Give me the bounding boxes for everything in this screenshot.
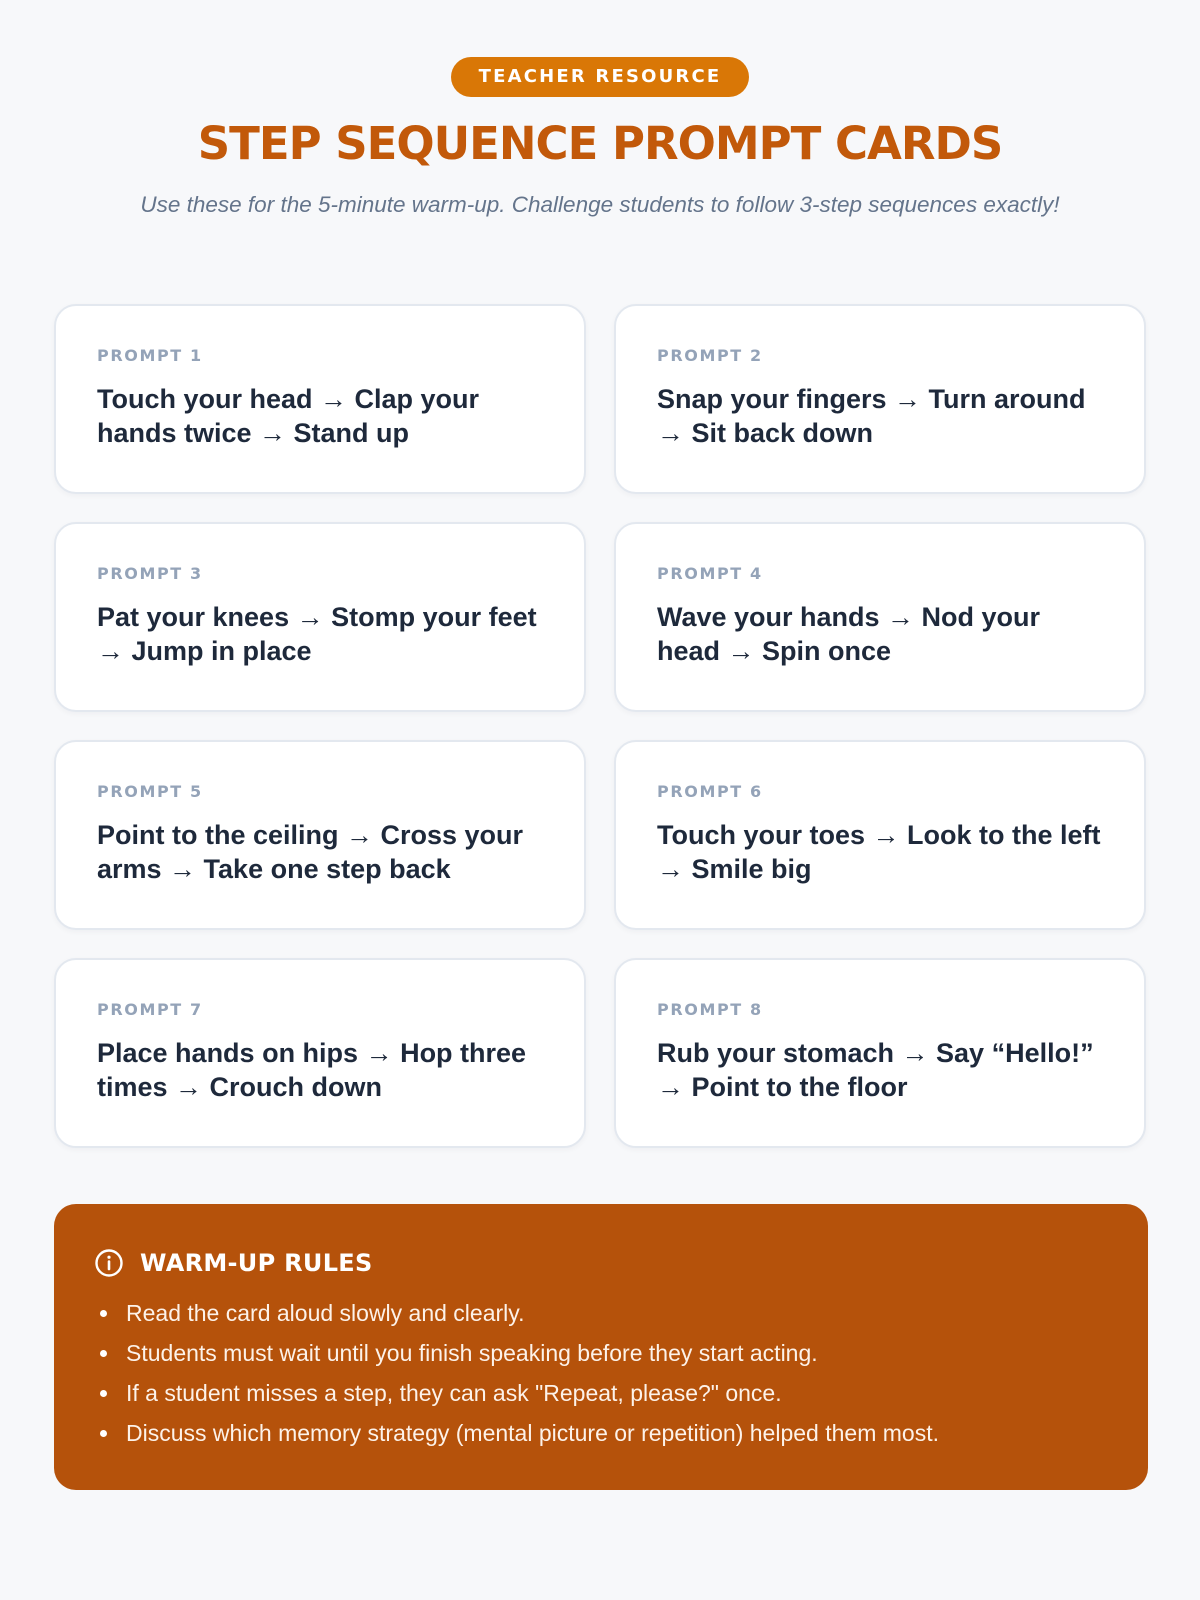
rules-header (94, 1246, 1108, 1280)
prompt-card-7 (54, 958, 586, 1148)
rules-list (94, 1293, 1108, 1453)
prompt-label: PROMPT 8 (657, 1000, 763, 1019)
prompt-text: Touch your toes → Look to the left → Smile big (657, 820, 1101, 884)
prompt-label: PROMPT 2 (657, 346, 763, 365)
prompt-label: PROMPT 6 (657, 782, 763, 801)
prompt-card-8 (614, 958, 1146, 1148)
prompt-label: PROMPT 5 (97, 782, 203, 801)
prompt-text: Snap your fingers → Turn around → Sit back down (657, 384, 1086, 448)
rule-item: If a student misses a step, they can ask "Repeat, please?" once. (94, 1373, 1108, 1413)
prompt-label: PROMPT 3 (97, 564, 203, 583)
rules-title: WARM-UP RULES (140, 1249, 373, 1277)
prompt-label: PROMPT 7 (97, 1000, 203, 1019)
info-icon (94, 1248, 124, 1278)
prompt-text: Rub your stomach → Say “Hello!” → Point to the floor (657, 1038, 1094, 1102)
prompt-card-grid (54, 304, 1146, 1148)
prompt-card-5 (54, 740, 586, 930)
prompt-text: Pat your knees → Stomp your feet → Jump in place (97, 602, 537, 666)
prompt-text: Wave your hands → Nod your head → Spin once (657, 602, 1041, 666)
prompt-card-4 (614, 522, 1146, 712)
rule-item: Read the card aloud slowly and clearly. (94, 1293, 1108, 1333)
resource-badge: TEACHER RESOURCE (451, 57, 750, 97)
rule-item: Discuss which memory strategy (mental picture or repetition) helped them most. (94, 1413, 1108, 1453)
prompt-card-2 (614, 304, 1146, 494)
prompt-label: PROMPT 1 (97, 346, 203, 365)
page-title: STEP SEQUENCE PROMPT CARDS (197, 117, 1003, 170)
warm-up-rules-panel (54, 1204, 1148, 1490)
prompt-label: PROMPT 4 (657, 564, 763, 583)
page-subtitle: Use these for the 5-minute warm-up. Challenge students to follow 3-step sequences exactly! (140, 192, 1060, 217)
prompt-card-6 (614, 740, 1146, 930)
prompt-text: Place hands on hips → Hop three times → Crouch down (97, 1038, 527, 1102)
header (54, 0, 1146, 221)
prompt-card-3 (54, 522, 586, 712)
prompt-card-1 (54, 304, 586, 494)
prompt-text: Point to the ceiling → Cross your arms → Take one step back (97, 820, 524, 884)
rule-item: Students must wait until you finish speaking before they start acting. (94, 1333, 1108, 1373)
prompt-text: Touch your head → Clap your hands twice → Stand up (97, 384, 480, 448)
